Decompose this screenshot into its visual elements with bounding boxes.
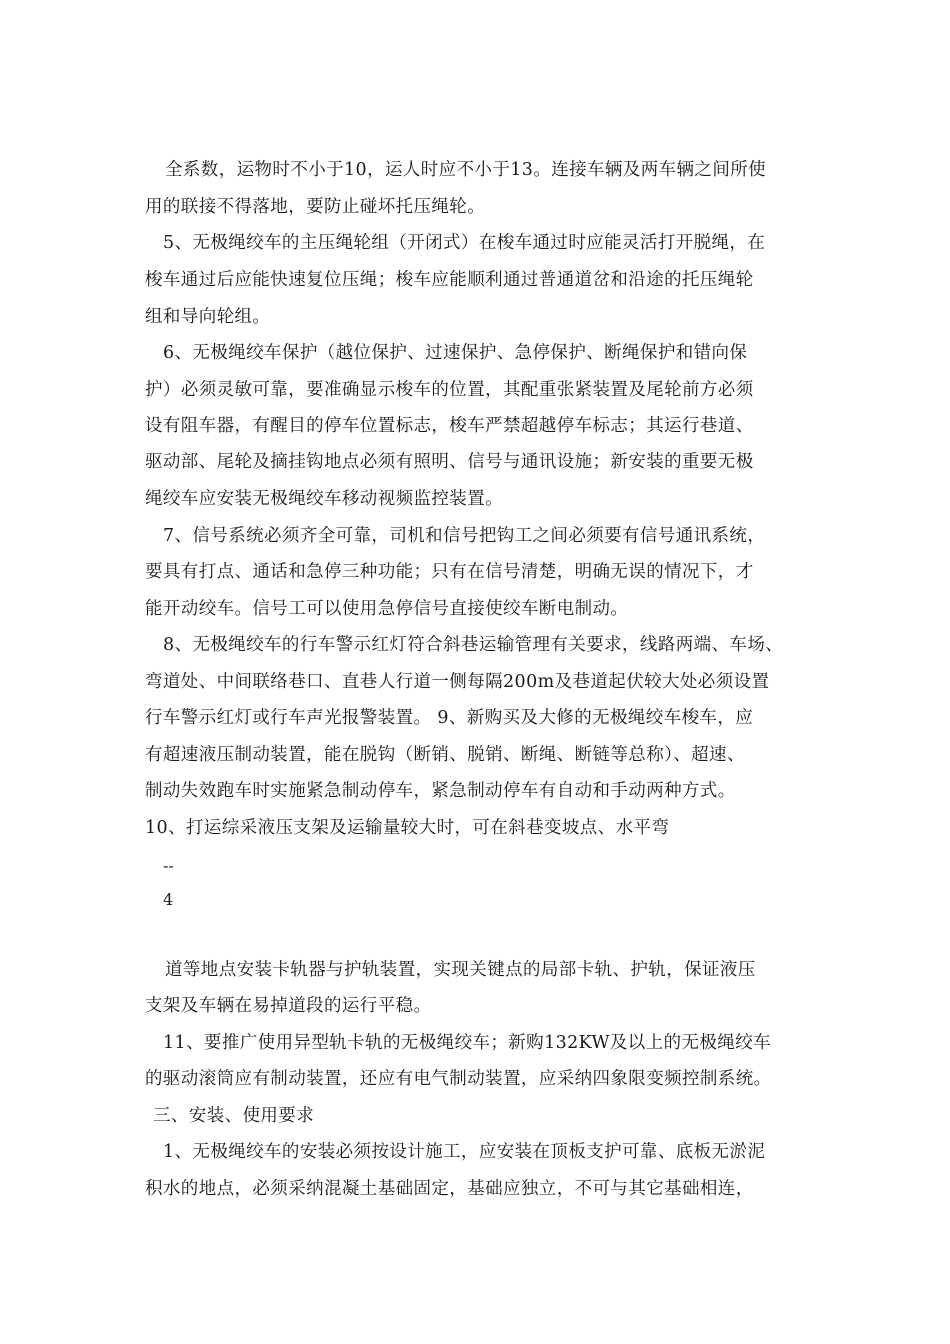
text-line: 1、无极绳绞车的安装必须按设计施工，应安装在顶板支护可靠、底板无淤泥 xyxy=(163,1142,766,1162)
section-heading: 三、安装、使用要求 xyxy=(153,1106,315,1126)
text-line: 行车警示红灯或行车声光报警装置。 9、新购买及大修的无极绳绞车梭车，应 xyxy=(145,708,754,728)
text-line: 驱动部、尾轮及摘挂钩地点必须有照明、信号与通讯设施；新安装的重要无极 xyxy=(145,452,754,472)
text-line: 5、无极绳绞车的主压绳轮组（开闭式）在梭车通过时应能灵活打开脱绳，在 xyxy=(163,233,766,253)
text-line: 7、信号系统必须齐全可靠，司机和信号把钩工之间必须要有信号通讯系统， xyxy=(163,526,766,546)
text-line: 用的联接不得落地，要防止碰坏托压绳轮。 xyxy=(145,197,486,217)
text-line: 积水的地点，必须采纳混凝土基础固定，基础应独立，不可与其它基础相连， xyxy=(145,1179,754,1199)
text-line: 绳绞车应安装无极绳绞车移动视频监控装置。 xyxy=(145,489,503,509)
text-line: 组和导向轮组。 xyxy=(145,307,271,327)
page-number: 4 xyxy=(163,890,174,909)
text-line: 设有阻车器，有醒目的停车位置标志，梭车严禁超越停车标志；其运行巷道、 xyxy=(145,416,754,436)
text-line: 护）必须灵敏可靠，要准确显示梭车的位置，其配重张紧装置及尾轮前方必须 xyxy=(145,380,754,400)
text-line: 全系数，运物时不小于10，运人时应不小于13。连接车辆及两车辆之间所使 xyxy=(165,160,767,180)
page-footer-dash: -- xyxy=(163,856,174,875)
text-line: 能开动绞车。信号工可以使用急停信号直接使绞车断电制动。 xyxy=(145,599,629,619)
text-line: 道等地点安装卡轨器与护轨装置，实现关键点的局部卡轨、护轨，保证液压 xyxy=(165,960,756,980)
text-line: 梭车通过后应能快速复位压绳；梭车应能顺利通过普通道岔和沿途的托压绳轮 xyxy=(145,270,754,290)
text-line: 11、要推广使用异型轨卡轨的无极绳绞车；新购132KW及以上的无极绳绞车 xyxy=(163,1033,772,1053)
text-line: 有超速液压制动装置，能在脱钩（断销、脱销、断绳、断链等总称）、超速、 xyxy=(145,745,745,765)
text-line: 10、打运综采液压支架及运输量较大时，可在斜巷变坡点、水平弯 xyxy=(145,818,670,838)
text-line: 要具有打点、通话和急停三种功能；只有在信号清楚，明确无误的情况下，才 xyxy=(145,562,754,582)
text-line: 6、无极绳绞车保护（越位保护、过速保护、急停保护、断绳保护和错向保 xyxy=(163,343,748,363)
text-line: 支架及车辆在易掉道段的运行平稳。 xyxy=(145,996,432,1016)
text-line: 制动失效跑车时实施紧急制动停车，紧急制动停车有自动和手动两种方式。 xyxy=(145,781,736,801)
text-line: 弯道处、中间联络巷口、直巷人行道一侧每隔200m及巷道起伏较大处必须设置 xyxy=(145,672,770,692)
text-line: 的驱动滚筒应有制动装置，还应有电气制动装置，应采纳四象限变频控制系统。 xyxy=(145,1069,772,1089)
text-line: 8、无极绳绞车的行车警示红灯符合斜巷运输管理有关要求，线路两端、车场、 xyxy=(163,635,784,655)
